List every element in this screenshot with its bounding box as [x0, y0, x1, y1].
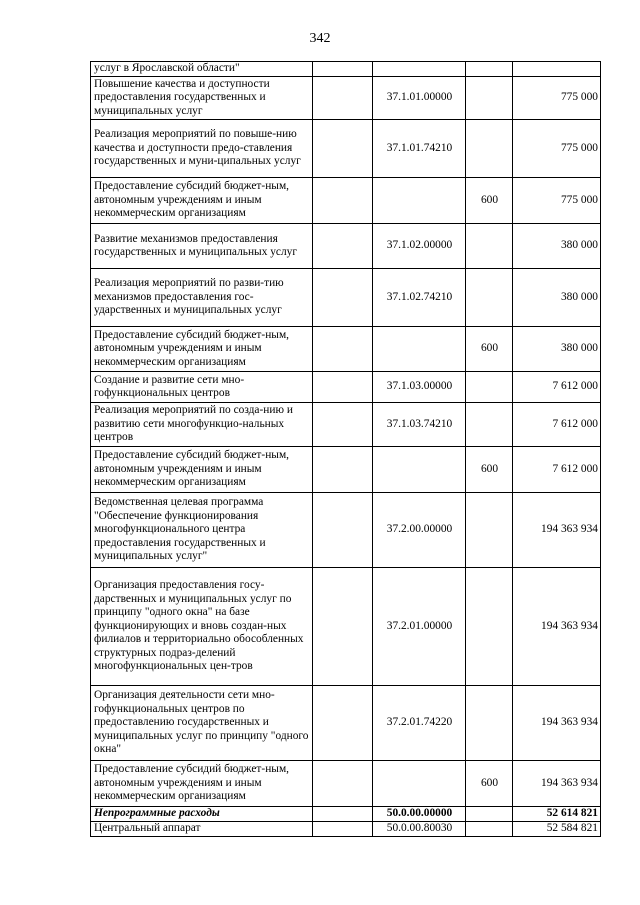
amount-cell [513, 62, 601, 77]
amount-cell: 7 612 000 [513, 403, 601, 447]
table-row [91, 372, 601, 403]
table-row [91, 807, 601, 822]
target-code-cell: 37.1.03.74210 [373, 403, 466, 447]
table-row [91, 822, 601, 837]
expense-name-cell: Организация деятельности сети мно-гофункциональных центров по предоставлению государственных и муниципальных услуг по принципу "одного окна" [91, 686, 313, 761]
amount-cell: 7 612 000 [513, 447, 601, 493]
amount-cell: 380 000 [513, 327, 601, 372]
target-code-cell [373, 327, 466, 372]
empty-cell [313, 77, 373, 120]
target-code-cell: 37.2.00.00000 [373, 493, 466, 568]
expense-name-cell: Ведомственная целевая программа "Обеспечение функционирования многофункционального центра предоставления государственных и муниципальных услуг" [91, 493, 313, 568]
expense-type-cell [466, 372, 513, 403]
expense-name-cell: Развитие механизмов предоставления государственных и муниципальных услуг [91, 224, 313, 269]
expense-name-cell: Предоставление субсидий бюджет-ным, автономным учреждениям и иным некоммерческим организациям [91, 761, 313, 807]
expense-type-cell: 600 [466, 178, 513, 224]
expense-name-cell: Создание и развитие сети мно-гофункциональных центров [91, 372, 313, 403]
expense-type-cell [466, 568, 513, 686]
target-code-cell: 37.1.02.00000 [373, 224, 466, 269]
expense-type-cell [466, 62, 513, 77]
table-row [91, 493, 601, 568]
amount-cell: 775 000 [513, 77, 601, 120]
target-code-cell [373, 62, 466, 77]
expense-name-cell: услуг в Ярославской области" [91, 62, 313, 77]
table-row [91, 761, 601, 807]
table-row [91, 686, 601, 761]
empty-cell [313, 372, 373, 403]
table-row [91, 62, 601, 77]
table-row [91, 224, 601, 269]
empty-cell [313, 120, 373, 178]
empty-cell [313, 568, 373, 686]
table-row [91, 327, 601, 372]
target-code-cell [373, 178, 466, 224]
target-code-cell [373, 447, 466, 493]
expense-name-cell: Реализация мероприятий по созда-нию и развитию сети многофункцио-нальных центров [91, 403, 313, 447]
target-code-cell [373, 761, 466, 807]
expense-type-cell: 600 [466, 761, 513, 807]
expense-name-cell: Повышение качества и доступности предоставления государственных и муниципальных услуг [91, 77, 313, 120]
expense-type-cell [466, 822, 513, 837]
expense-type-cell [466, 120, 513, 178]
target-code-cell: 37.1.01.00000 [373, 77, 466, 120]
target-code-cell: 37.2.01.00000 [373, 568, 466, 686]
table-row [91, 120, 601, 178]
expense-type-cell [466, 77, 513, 120]
amount-cell: 52 584 821 [513, 822, 601, 837]
expense-name-cell: Организация предоставления госу-дарственных и муниципальных услуг по принципу "одного окна" на базе функционирующих и вновь создан-ных филиалов и территориально обособленных структурных подраз-делений многофункциональных цен-тров [91, 568, 313, 686]
target-code-cell: 37.1.03.00000 [373, 372, 466, 403]
empty-cell [313, 822, 373, 837]
expense-type-cell [466, 807, 513, 822]
amount-cell: 194 363 934 [513, 493, 601, 568]
target-code-cell: 37.1.02.74210 [373, 269, 466, 327]
empty-cell [313, 761, 373, 807]
empty-cell [313, 447, 373, 493]
page-number: 342 [309, 31, 331, 46]
amount-cell: 380 000 [513, 269, 601, 327]
empty-cell [313, 807, 373, 822]
empty-cell [313, 327, 373, 372]
expense-type-cell [466, 269, 513, 327]
amount-cell: 775 000 [513, 120, 601, 178]
table-row [91, 447, 601, 493]
table-row [91, 77, 601, 120]
expense-name-cell: Предоставление субсидий бюджет-ным, автономным учреждениям и иным некоммерческим организациям [91, 178, 313, 224]
empty-cell [313, 224, 373, 269]
expense-name-cell: Центральный аппарат [91, 822, 313, 837]
expense-name-cell: Непрограммные расходы [91, 807, 313, 822]
amount-cell: 52 614 821 [513, 807, 601, 822]
table-row [91, 568, 601, 686]
table-row [91, 269, 601, 327]
budget-table [90, 61, 601, 837]
target-code-cell: 50.0.00.00000 [373, 807, 466, 822]
table-row [91, 403, 601, 447]
empty-cell [313, 403, 373, 447]
expense-type-cell [466, 224, 513, 269]
amount-cell: 194 363 934 [513, 568, 601, 686]
empty-cell [313, 686, 373, 761]
empty-cell [313, 493, 373, 568]
expense-name-cell: Предоставление субсидий бюджет-ным, автономным учреждениям и иным некоммерческим организациям [91, 447, 313, 493]
target-code-cell: 50.0.00.80030 [373, 822, 466, 837]
expense-name-cell: Реализация мероприятий по разви-тию механизмов предоставления гос-ударственных и муниципальных услуг [91, 269, 313, 327]
empty-cell [313, 269, 373, 327]
expense-type-cell [466, 493, 513, 568]
expense-type-cell: 600 [466, 447, 513, 493]
amount-cell: 380 000 [513, 224, 601, 269]
expense-type-cell [466, 686, 513, 761]
table-row [91, 178, 601, 224]
expense-name-cell: Предоставление субсидий бюджет-ным, автономным учреждениям и иным некоммерческим организациям [91, 327, 313, 372]
empty-cell [313, 62, 373, 77]
amount-cell: 775 000 [513, 178, 601, 224]
target-code-cell: 37.1.01.74210 [373, 120, 466, 178]
amount-cell: 194 363 934 [513, 761, 601, 807]
target-code-cell: 37.2.01.74220 [373, 686, 466, 761]
expense-name-cell: Реализация мероприятий по повыше-нию качества и доступности предо-ставления государственных и муни-ципальных услуг [91, 120, 313, 178]
amount-cell: 194 363 934 [513, 686, 601, 761]
expense-type-cell: 600 [466, 327, 513, 372]
expense-type-cell [466, 403, 513, 447]
empty-cell [313, 178, 373, 224]
amount-cell: 7 612 000 [513, 372, 601, 403]
